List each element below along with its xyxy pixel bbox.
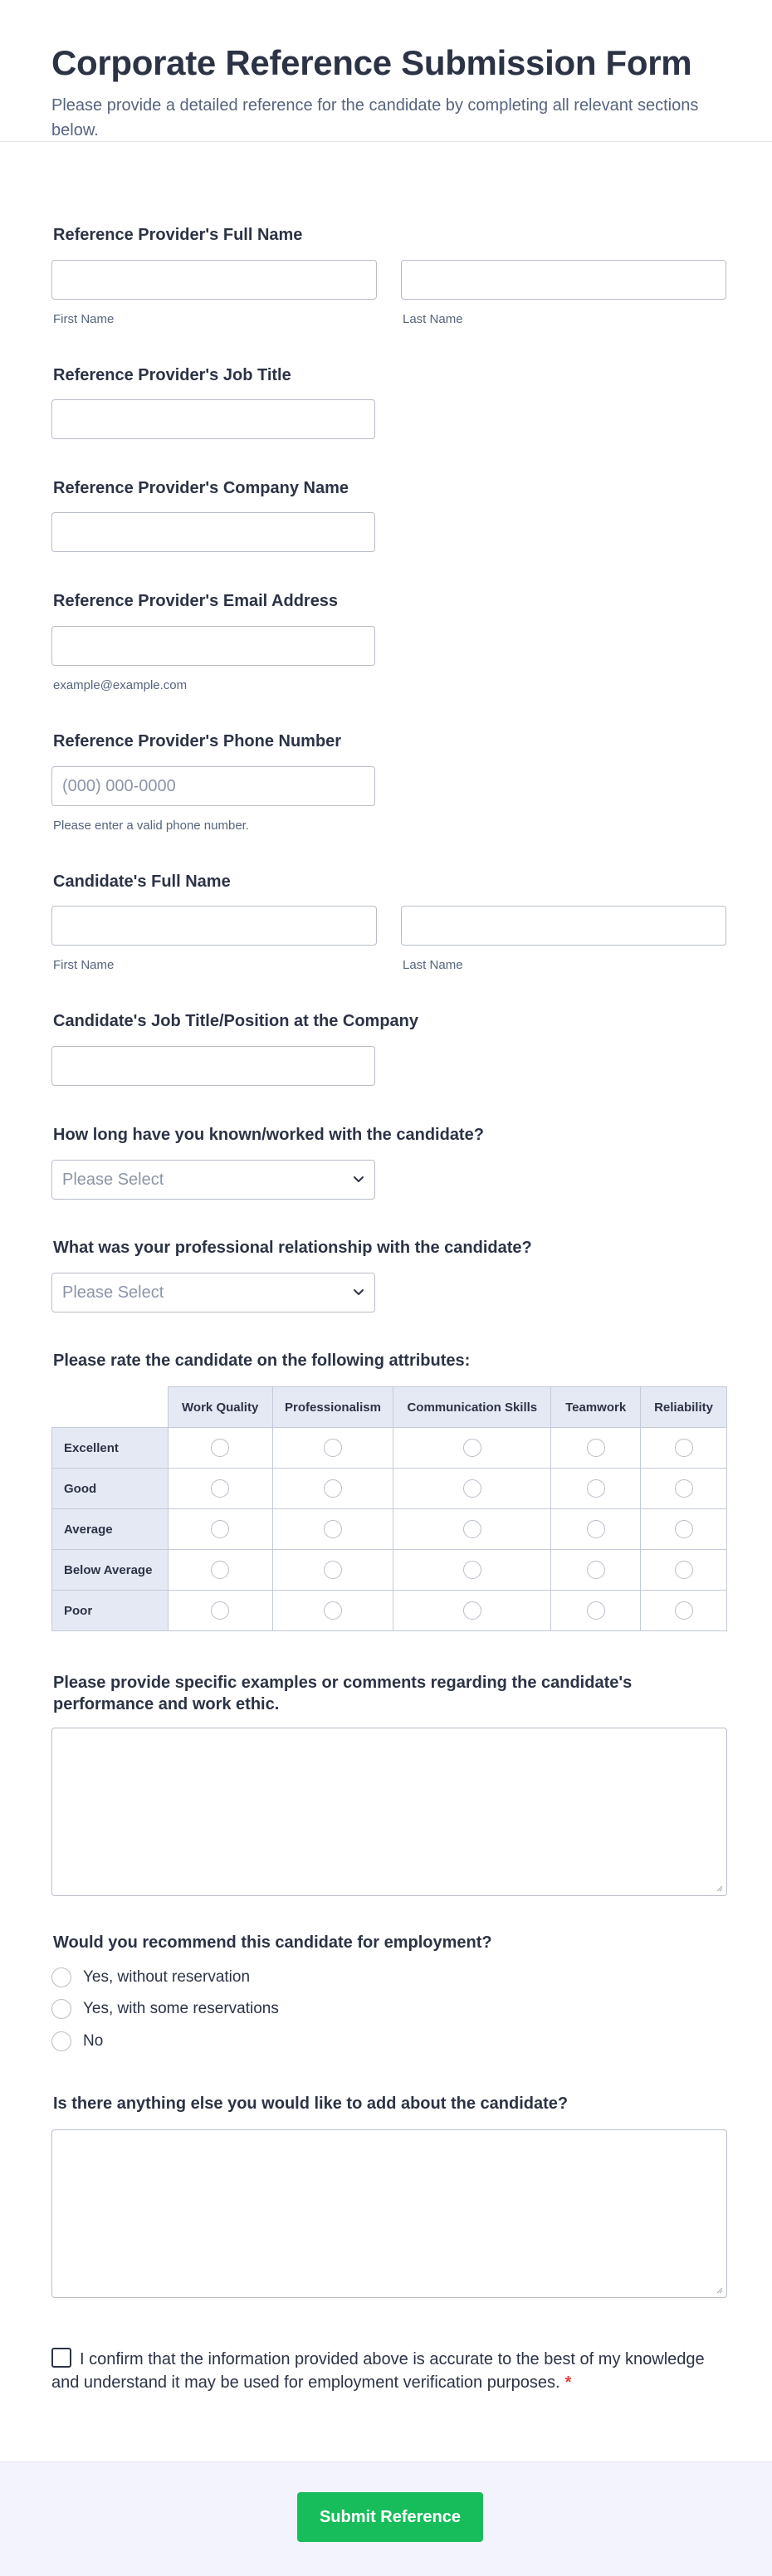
provider-first-name-sublabel: First Name [53, 312, 115, 326]
matrix-corner [52, 1387, 169, 1428]
form-header [0, 0, 772, 142]
matrix-radio[interactable] [211, 1520, 229, 1538]
matrix-col-professionalism: Professionalism [272, 1387, 393, 1428]
matrix-radio[interactable] [211, 1439, 229, 1457]
known-duration-select[interactable] [51, 1160, 375, 1200]
matrix-col-communication-skills: Communication Skills [393, 1387, 551, 1428]
matrix-col-teamwork: Teamwork [551, 1387, 641, 1428]
matrix-col-reliability: Reliability [641, 1387, 727, 1428]
provider-company-input[interactable] [51, 512, 375, 552]
recommend-label: Would you recommend this candidate for employment? [53, 1933, 492, 1952]
additional-label: Is there anything else you would like to add about the candidate? [53, 2095, 569, 2113]
candidate-first-name-input[interactable] [51, 906, 377, 946]
matrix-row-label: Average [52, 1509, 169, 1550]
resize-grip-icon[interactable] [715, 2285, 723, 2294]
candidate-name-label: Candidate's Full Name [53, 873, 231, 891]
matrix-row [52, 1509, 727, 1550]
matrix-radio[interactable] [587, 1561, 605, 1579]
submit-button[interactable]: Submit Reference [297, 2492, 483, 2542]
candidate-first-name-sublabel: First Name [53, 958, 115, 972]
provider-phone-sublabel: Please enter a valid phone number. [53, 819, 249, 833]
matrix-radio[interactable] [587, 1601, 605, 1620]
provider-phone-input[interactable] [51, 766, 375, 806]
relationship-placeholder: Please Select [62, 1283, 164, 1302]
matrix-radio[interactable] [463, 1601, 481, 1620]
matrix-radio[interactable] [587, 1439, 605, 1457]
matrix-radio[interactable] [675, 1520, 693, 1538]
examples-textarea[interactable] [51, 1728, 727, 1896]
provider-phone-label: Reference Provider's Phone Number [53, 732, 342, 750]
relationship-select[interactable] [51, 1273, 375, 1312]
matrix-radio[interactable] [463, 1439, 481, 1457]
recommend-option-label: No [83, 2032, 104, 2050]
provider-name-label: Reference Provider's Full Name [53, 226, 303, 244]
matrix-radio[interactable] [463, 1520, 481, 1538]
matrix-header-row [52, 1387, 727, 1428]
matrix-row-label: Excellent [52, 1428, 169, 1469]
matrix-row [52, 1550, 727, 1591]
chevron-down-icon [353, 1286, 364, 1298]
provider-email-sublabel: example@example.com [53, 678, 188, 692]
matrix-radio[interactable] [211, 1601, 229, 1620]
confirm-text: I confirm that the information provided above is accurate to the best of my knowledge and understand it may be used for employment verification purposes. [51, 2350, 705, 2392]
recommend-radio[interactable] [51, 1967, 71, 1987]
confirm-checkbox-field[interactable] [51, 2348, 732, 2394]
confirm-checkbox[interactable] [51, 2348, 71, 2368]
matrix-row-label: Below Average [52, 1550, 169, 1591]
additional-textarea[interactable] [51, 2129, 727, 2298]
relationship-label: What was your professional relationship with the candidate? [53, 1239, 532, 1257]
provider-title-input[interactable] [51, 399, 375, 439]
matrix-radio[interactable] [211, 1561, 229, 1579]
resize-grip-icon[interactable] [715, 1884, 723, 1892]
matrix-radio[interactable] [211, 1479, 229, 1498]
required-mark: * [564, 2373, 572, 2392]
matrix-row [52, 1591, 727, 1631]
matrix-radio[interactable] [324, 1479, 342, 1498]
recommend-option[interactable] [51, 1999, 279, 2019]
matrix-radio[interactable] [675, 1601, 693, 1620]
matrix-radio[interactable] [324, 1601, 342, 1620]
matrix-row-label: Poor [52, 1591, 169, 1631]
rating-label: Please rate the candidate on the following attributes: [53, 1352, 471, 1370]
matrix-radio[interactable] [324, 1520, 342, 1538]
recommend-option-label: Yes, without reservation [83, 1968, 251, 1986]
examples-label: Please provide specific examples or comments regarding the candidate's performance and work ethic. [53, 1674, 633, 1713]
matrix-radio[interactable] [587, 1479, 605, 1498]
provider-title-label: Reference Provider's Job Title [53, 366, 291, 384]
form-title: Corporate Reference Submission Form [51, 43, 692, 82]
candidate-title-input[interactable] [51, 1046, 375, 1086]
form-footer [0, 2461, 772, 2576]
candidate-title-label: Candidate's Job Title/Position at the Company [53, 1012, 418, 1030]
recommend-option[interactable] [51, 2031, 103, 2051]
known-duration-placeholder: Please Select [62, 1170, 164, 1189]
provider-company-label: Reference Provider's Company Name [53, 479, 349, 497]
known-duration-label: How long have you known/worked with the candidate? [53, 1126, 484, 1144]
candidate-last-name-sublabel: Last Name [403, 958, 463, 972]
recommend-radio[interactable] [51, 1999, 71, 2019]
matrix-radio[interactable] [324, 1561, 342, 1579]
provider-last-name-sublabel: Last Name [403, 312, 463, 326]
provider-email-input[interactable] [51, 626, 375, 666]
recommend-option[interactable] [51, 1967, 250, 1987]
provider-last-name-input[interactable] [401, 260, 726, 300]
matrix-radio[interactable] [463, 1479, 481, 1498]
matrix-radio[interactable] [675, 1561, 693, 1579]
recommend-radio[interactable] [51, 2031, 71, 2051]
matrix-col-work-quality: Work Quality [168, 1387, 272, 1428]
candidate-last-name-input[interactable] [401, 906, 726, 946]
matrix-row [52, 1469, 727, 1509]
matrix-radio[interactable] [324, 1439, 342, 1457]
matrix-row [52, 1428, 727, 1469]
provider-phone-placeholder: (000) 000-0000 [62, 776, 176, 795]
matrix-radio[interactable] [675, 1439, 693, 1457]
matrix-row-label: Good [52, 1469, 169, 1509]
provider-email-label: Reference Provider's Email Address [53, 592, 339, 610]
rating-matrix [51, 1386, 727, 1631]
matrix-radio[interactable] [675, 1479, 693, 1498]
chevron-down-icon [353, 1173, 364, 1185]
matrix-radio[interactable] [463, 1561, 481, 1579]
matrix-radio[interactable] [587, 1520, 605, 1538]
provider-first-name-input[interactable] [51, 260, 377, 300]
form-subtitle: Please provide a detailed reference for the candidate by completing all relevant sections below. [51, 96, 699, 139]
recommend-option-label: Yes, with some reservations [83, 2000, 279, 2017]
